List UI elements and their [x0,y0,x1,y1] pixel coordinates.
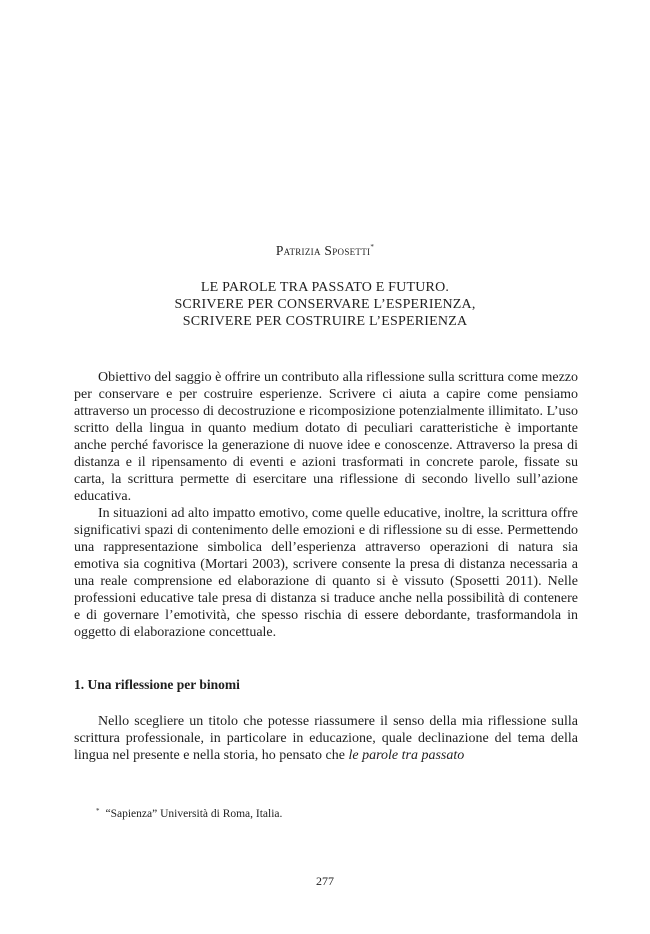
body-paragraph-1-text: Nello scegliere un titolo che potesse riassumere il senso della mia riflessione sulla scrittura professionale, in particolare in educazione, quale declinazione del tema della lingua nel presente e nella storia, ho pensato che [74,714,578,763]
section-heading: 1. Una riflessione per binomi [74,677,240,692]
title-line-3: SCRIVERE PER COSTRUIRE L’ESPERIENZA [182,314,468,329]
article-title [0,279,650,330]
body-paragraph-1-italic: le parole tra passato [348,748,465,763]
abstract-paragraph-1: Obiettivo del saggio è offrire un contributo alla riflessione sulla scrittura come mezzo per conservare e per costruire esperienze. Scrivere ci aiuta a capire come pensiamo attraverso un processo di decostruzione e ricomposizione potenzialmente illimitato. L’uso scritto della lingua in quanto medium dotato di peculiari caratteristiche è importante anche perché favorisce la generazione di nuove idee e conoscenze. Attraverso la presa di distanza e il ripensamento di eventi e azioni trasformati in concrete parole, fissate su carta, la scrittura permette di esercitare una riflessione di secondo livello sull’azione educativa. [74,370,578,504]
page-number: 277 [316,874,334,888]
title-line-2: SCRIVERE PER CONSERVARE L’ESPERIENZA, [174,297,476,312]
footnote [96,807,282,820]
footnote-marker: * [96,807,100,815]
body-paragraph-1 [74,713,578,764]
abstract-paragraph-2: In situazioni ad alto impatto emotivo, come quelle educative, inoltre, la scrittura offre significativi spazi di contenimento delle emozioni e di riflessione su di esse. Permettendo una rappresentazione simbolica dell’esperienza attraverso operazioni di natura sia emotiva sia cognitiva (Mortari 2003), scrivere consente la presa di distanza necessaria a una reale comprensione ed elaborazione di quanto si è vissuto (Sposetti 2011). Nelle professioni educative tale presa di distanza si traduce anche nella possibilità di contenere e di governare l’emotività, che spesso rischia di essere debordante, trasformandola in oggetto di elaborazione concettuale. [74,506,578,640]
author-footnote-marker: * [370,243,375,251]
author-name-text: Patrizia Sposetti [275,243,371,258]
author-name [0,243,650,259]
title-line-1: LE PAROLE TRA PASSATO E FUTURO. [200,280,450,295]
footnote-text: “Sapienza” Università di Roma, Italia. [105,808,283,820]
